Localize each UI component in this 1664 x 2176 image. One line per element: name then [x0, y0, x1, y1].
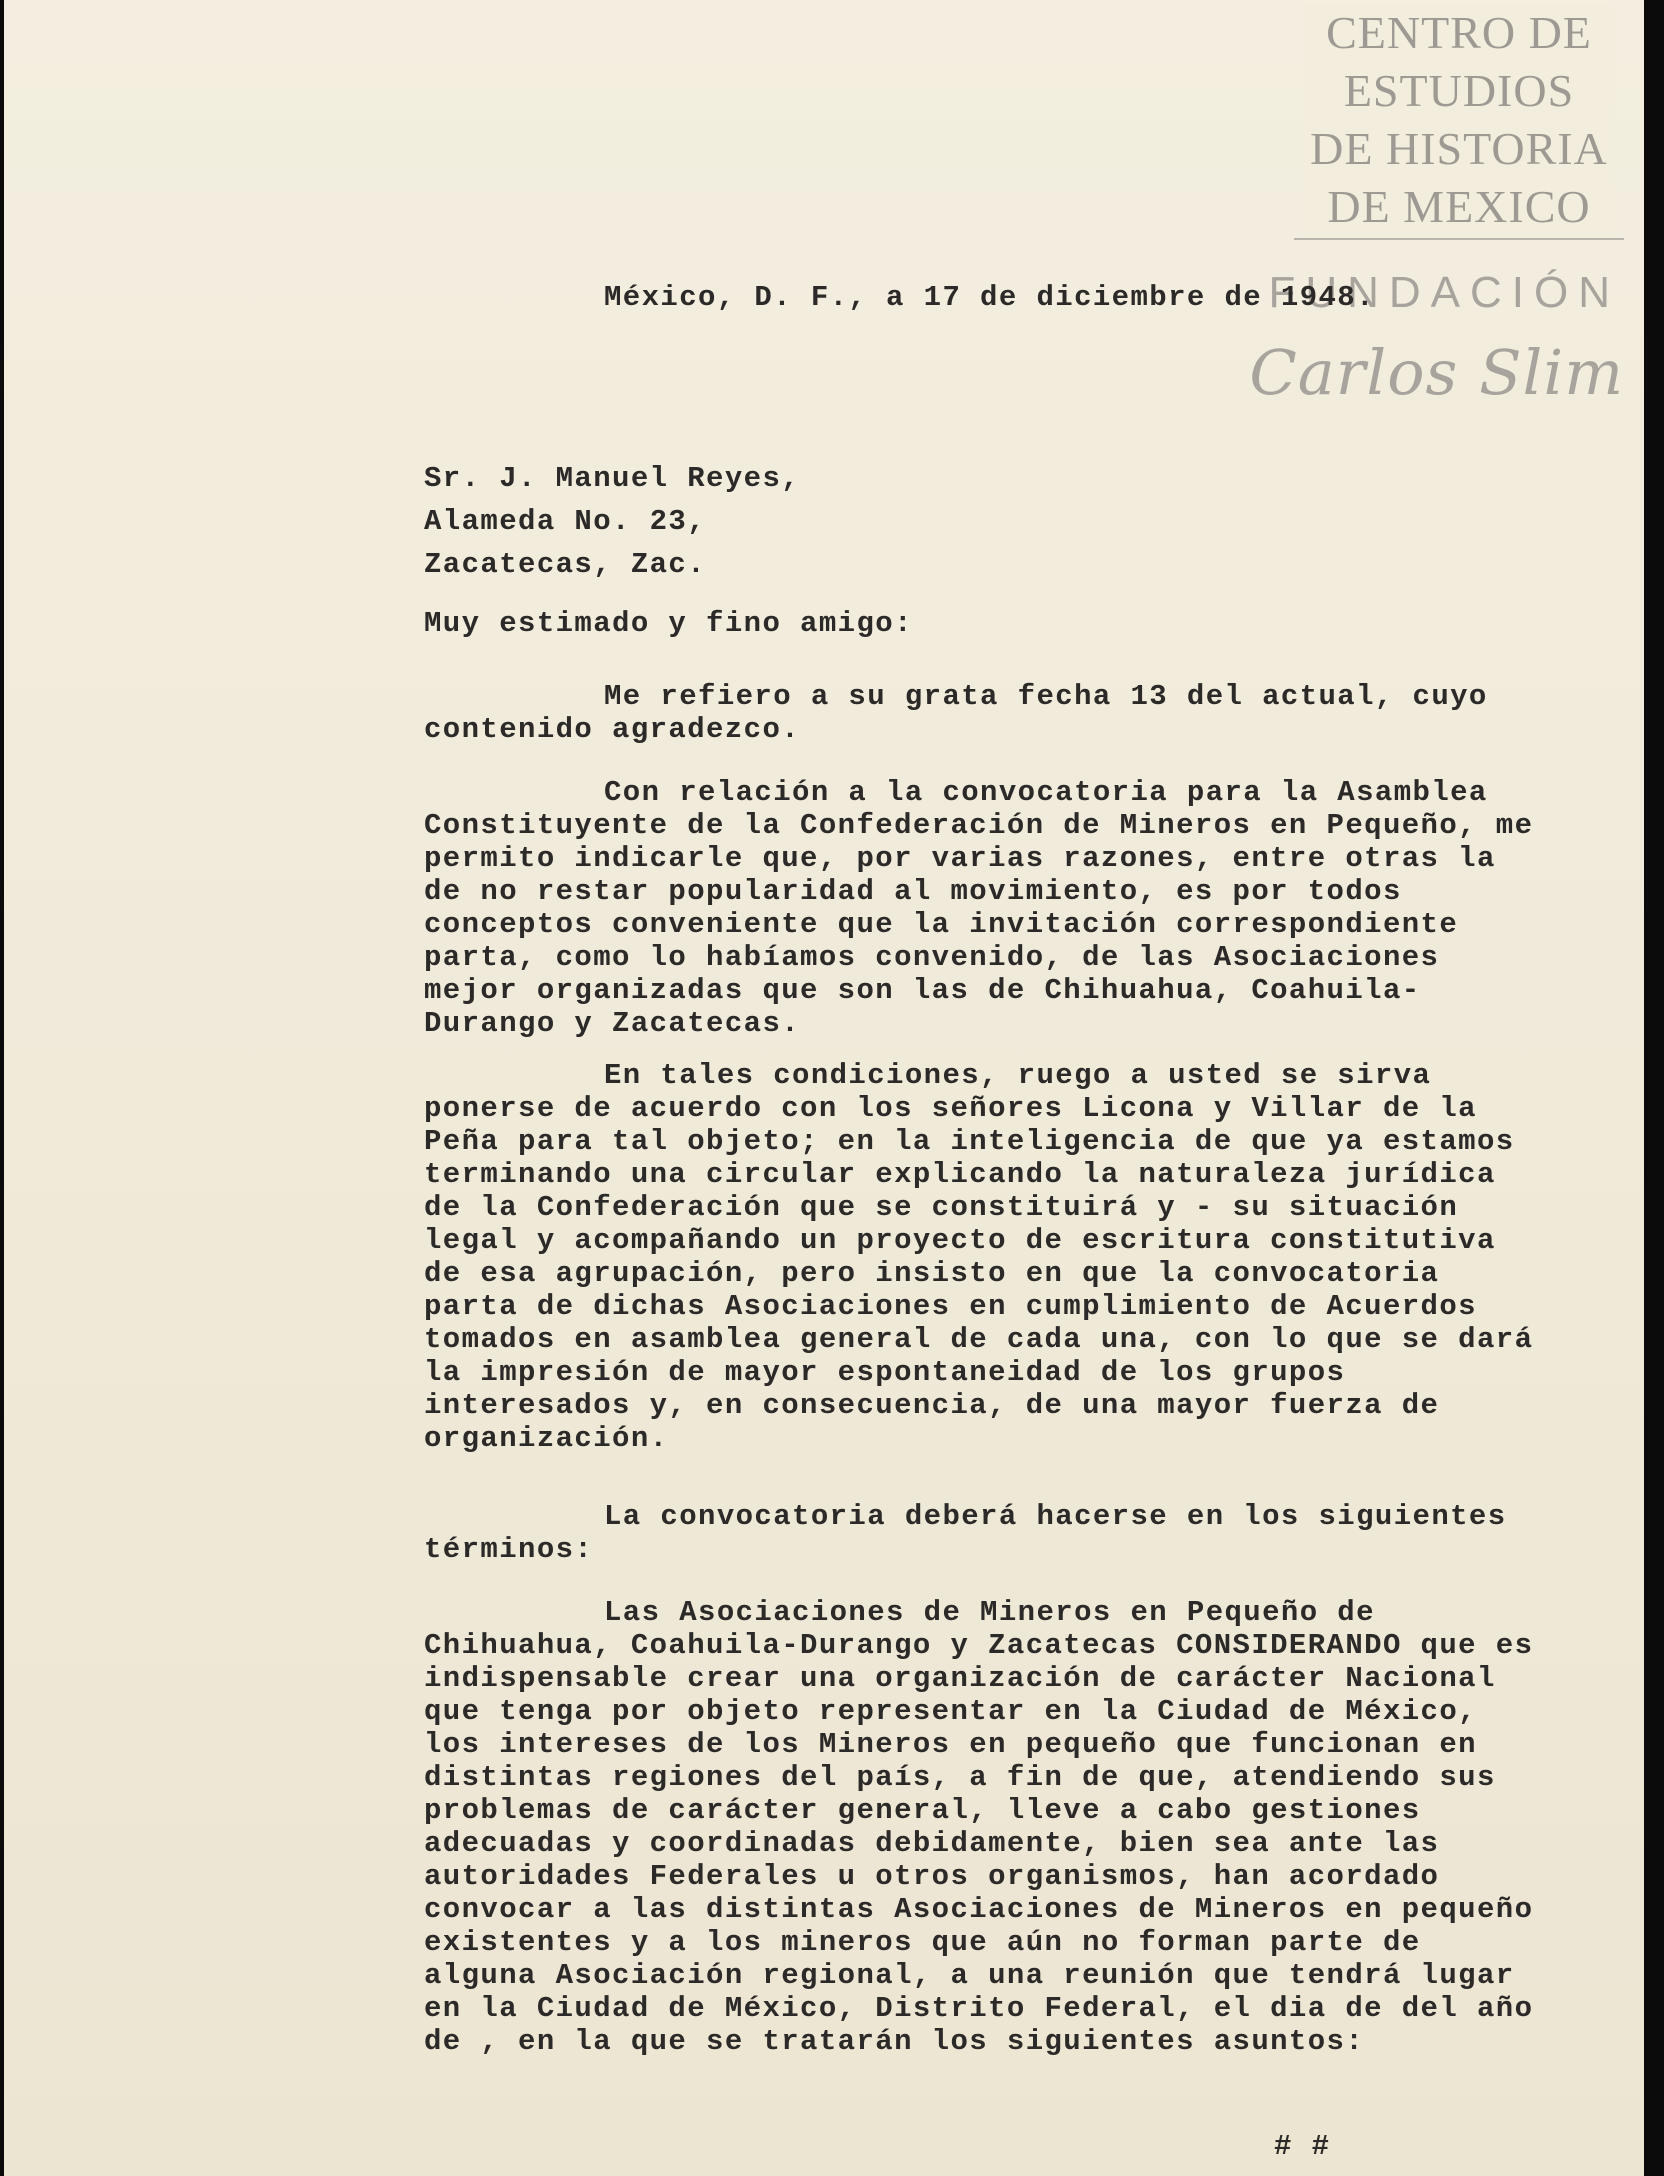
watermark-line: CENTRO DE — [1326, 7, 1592, 58]
paragraph — [424, 1500, 1534, 1566]
paragraph-text: La convocatoria deberá hacerse en los siguientes términos: — [424, 1500, 1507, 1566]
watermark-foundation: FUNDACIÓN — [1268, 268, 1620, 317]
letter-body — [4, 0, 1644, 2176]
paragraph — [424, 1596, 1534, 2058]
recipient-name: Sr. J. Manuel Reyes, — [424, 462, 801, 495]
paragraph — [424, 776, 1534, 1040]
paragraph-text: Las Asociaciones de Mineros en Pequeño de Chihuahua, Coahuila-Durango y Zacatecas CONSIDERANDO que es indispensable crear una organización de carácter Nacional que tenga por objeto representar en la Ciudad de México, los intereses de los Mineros en pequeño que funcionan en distintas regiones del país, a fin de que, atendiendo sus problemas de carácter general, lleve a cabo gestiones adecuadas y coordinadas debidamente, bien sea ante las autoridades Federales u otros organismos, han acordado convocar a las distintas Asociaciones de Mineros en pequeño existentes y a los mineros que aún no forman parte de alguna Asociación regional, a una reunión que tendrá lugar en la Ciudad de México, Distrito Federal, el dia de del año de , en la que se tratarán los siguientes asuntos: — [424, 1596, 1534, 2058]
paragraph-text: En tales condiciones, ruego a usted se sirva ponerse de acuerdo con los señores Licona y Villar de la Peña para tal objeto; en la inteligencia de que ya estamos terminando una circular explicando la naturaleza jurídica de la Confederación que se constituirá y - su situación legal y acompañando un proyecto de escritura constitutiva de esa agrupación, pero insisto en que la convocatoria parta de dichas Asociaciones en cumplimiento de Acuerdos tomados en asamblea general de cada una, con lo que se dará la impresión de mayor espontaneidad de los grupos interesados y, en consecuencia, de una mayor fuerza de organización. — [424, 1059, 1534, 1455]
recipient-street: Alameda No. 23, — [424, 505, 707, 538]
recipient-city: Zacatecas, Zac. — [424, 548, 707, 581]
paragraph-text: Con relación a la convocatoria para la Asamblea Constituyente de la Confederación de Mineros en Pequeño, me permito indicarle que, por varias razones, entre otras la de no restar popularidad al movimiento, es por todos conceptos conveniente que la invitación correspondiente parta, como lo habíamos convenido, de las Asociaciones mejor organizadas que son las de Chihuahua, Coahuila-Durango y Zacatecas. — [424, 776, 1534, 1040]
letter-date: México, D. F., a 17 de diciembre de 1948. — [604, 281, 1375, 314]
paragraph — [424, 1059, 1534, 1455]
document-page — [4, 0, 1644, 2176]
watermark-line: DE MEXICO — [1327, 181, 1591, 232]
watermark-line: DE HISTORIA — [1310, 123, 1608, 174]
salutation: Muy estimado y fino amigo: — [424, 607, 913, 640]
watermark-signature: Carlos Slim — [1249, 336, 1624, 409]
continuation-marks: # # — [1274, 2130, 1331, 2163]
scan-border — [1644, 0, 1664, 2176]
paragraph — [424, 680, 1534, 746]
paragraph-text: Me refiero a su grata fecha 13 del actual, cuyo contenido agradezco. — [424, 680, 1488, 746]
watermark-line: ESTUDIOS — [1343, 65, 1575, 116]
